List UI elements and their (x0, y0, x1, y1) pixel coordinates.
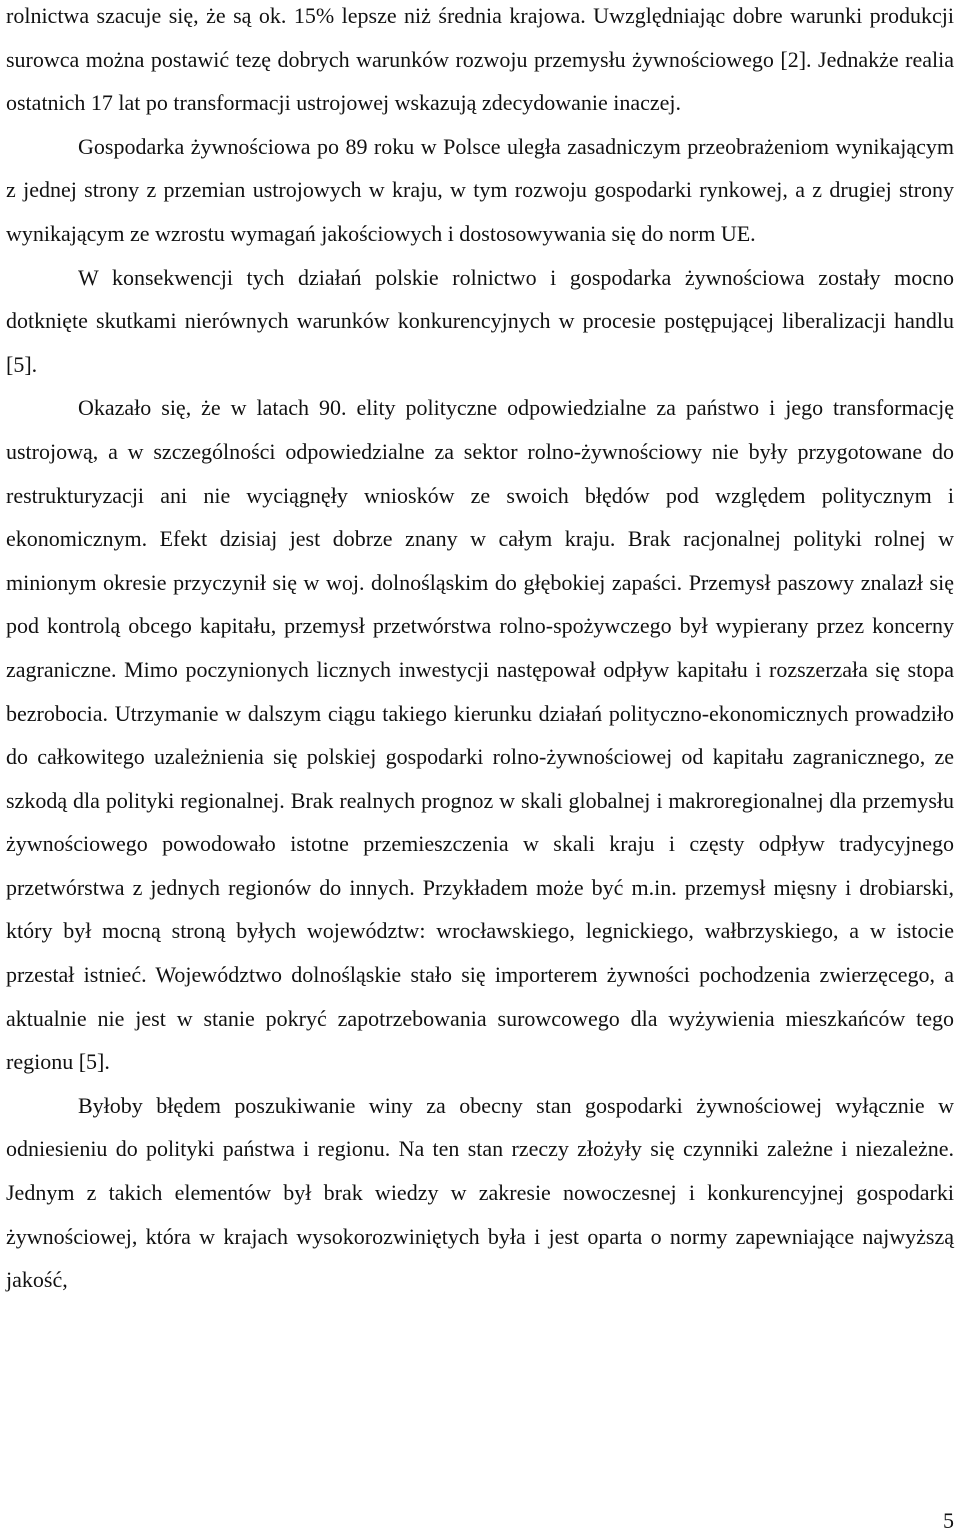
paragraph-1: rolnictwa szacuje się, że są ok. 15% lepsze niż średnia krajowa. Uwzględniając dobre warunki produkcji surowca można postawić tezę dobrych warunków rozwoju przemysłu żywnościowego [2]. Jednakże realia ostatnich 17 lat po transformacji ustrojowej wskazują zdecydowanie inaczej. (6, 3, 954, 116)
paragraph-4: Okazało się, że w latach 90. elity polityczne odpowiedzialne za państwo i jego transformację ustrojową, a w szczególności odpowiedzialne za sektor rolno-żywnościowy nie były przygotowane do restrukturyzacji ani nie wyciągnęły wniosków ze swoich błędów pod względem politycznym i ekonomicznym. Efekt dzisiaj jest dobrze znany w całym kraju. Brak racjonalnej polityki rolnej w minionym okresie przyczynił się w woj. dolnośląskim do głębokiej zapaści. Przemysł paszowy znalazł się pod kontrolą obcego kapitału, przemysł przetwórstwa rolno-spożywczego był wypierany przez koncerny zagraniczne. Mimo poczynionych licznych inwestycji następował odpływ kapitału i rozszerzała się stopa bezrobocia. Utrzymanie w dalszym ciągu takiego kierunku działań polityczno-ekonomicznych prowadziło do całkowitego uzależnienia się polskiej gospodarki rolno-żywnościowej od kapitału zagranicznego, ze szkodą dla polityki regionalnej. Brak realnych prognoz w skali globalnej i makroregionalnej dla przemysłu żywnościowego powodowało istotne przemieszczenia w skali kraju i częsty odpływ tradycyjnego przetwórstwa z jednych regionów do innych. Przykładem może być m.in. przemysł mięsny i drobiarski, który był mocną stroną byłych województw: wrocławskiego, legnickiego, wałbrzyskiego, a w istocie przestał istnieć. Województwo dolnośląskie stało się importerem żywności pochodzenia zwierzęcego, a aktualnie nie jest w stanie pokryć zapotrzebowania surowcowego dla wyżywienia mieszkańców tego regionu [5]. (6, 395, 954, 1075)
body-text (6, 0, 954, 1302)
paragraph-3: W konsekwencji tych działań polskie rolnictwo i gospodarka żywnościowa zostały mocno dotknięte skutkami nierównych warunków konkurencyjnych w procesie postępującej liberalizacji handlu [5]. (6, 264, 954, 377)
page-number: 5 (943, 1508, 954, 1533)
paragraph-2: Gospodarka żywnościowa po 89 roku w Polsce uległa zasadniczym przeobrażeniom wynikającym z jednej strony z przemian ustrojowych w kraju, w tym rozwoju gospodarki rynkowej, a z drugiej strony wynikającym ze wzrostu wymagań jakościowych i dostosowywania się do norm UE. (6, 133, 954, 246)
paragraph-5: Byłoby błędem poszukiwanie winy za obecny stan gospodarki żywnościowej wyłącznie w odniesieniu do polityki państwa i regionu. Na ten stan rzeczy złożyły się czynniki zależne i niezależne. Jednym z takich elementów był brak wiedzy w zakresie nowoczesnej i konkurencyjnej gospodarki żywnościowej, która w krajach wysokorozwiniętych była i jest oparta o normy zapewniające najwyższą jakość, (6, 1092, 954, 1293)
